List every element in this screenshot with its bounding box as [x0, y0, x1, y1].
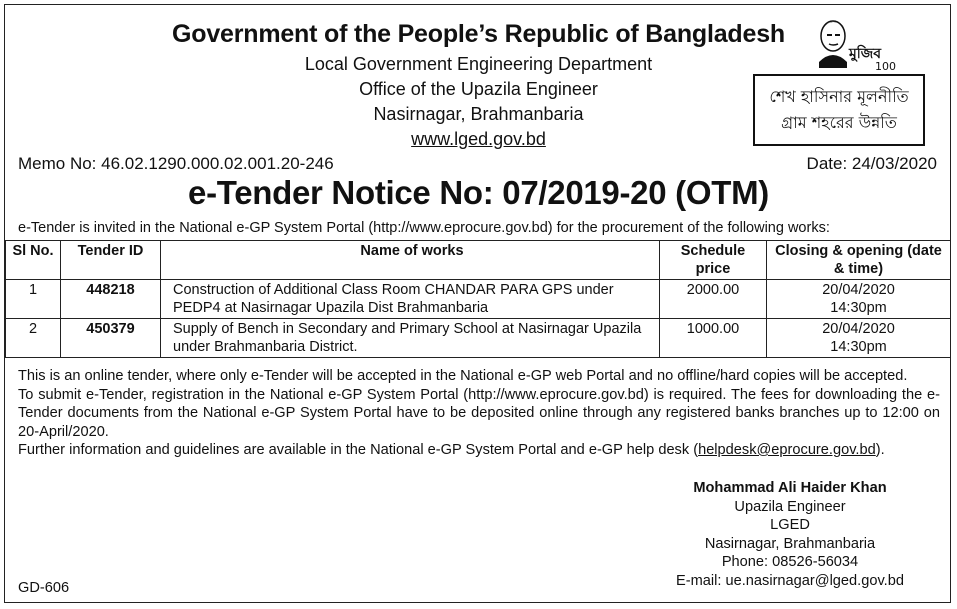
signatory-org: LGED [770, 517, 810, 533]
notice-title: e-Tender Notice No: 07/2019-20 (OTM) [188, 174, 769, 211]
row-closing [767, 319, 951, 358]
footer-code: GD-606 [18, 580, 70, 596]
header-closing: Closing & opening (date & time) [767, 241, 951, 280]
tender-table [5, 240, 951, 358]
signatory-name: Mohammad Ali Haider Khan [693, 480, 887, 496]
terms-paragraph-3-end: ). [875, 442, 885, 458]
row-tender-id: 448218 [61, 280, 161, 319]
office-location: Nasirnagar, Brahmanbaria [373, 104, 584, 124]
signatory-location: Nasirnagar, Brahmanbaria [704, 535, 876, 552]
government-title: Government of the People’s Republic of Bangladesh [172, 20, 785, 48]
row-closing [767, 280, 951, 319]
helpdesk-email-link[interactable]: helpdesk@eprocure.gov.bd [698, 442, 876, 458]
signatory-title: Upazila Engineer [734, 498, 846, 515]
row-price: 2000.00 [660, 280, 767, 319]
slogan-line-1: শেখ হাসিনার মূলনীতি [769, 87, 909, 106]
terms-paragraph-2: To submit e-Tender, registration in the National e-GP System Portal (http://www.eprocure.gov.bd) is required. The fees for downloading the e-Tender documents from the National e-GP System Portal have to be deposited online through any registered banks branches up to 12:00 on 20-April/2020. [18, 386, 940, 440]
row-price: 1000.00 [660, 319, 767, 358]
row-closing-time: 14:30pm [830, 300, 887, 316]
header-name: Name of works [161, 241, 660, 280]
row-closing-date: 20/04/2020 [822, 282, 895, 298]
signatory-phone: Phone: 08526-56034 [721, 554, 859, 570]
department-name: Local Government Engineering Department [304, 54, 653, 74]
table-row [6, 280, 951, 319]
signatory-email: E-mail: ue.nasirnagar@lged.gov.bd [676, 572, 904, 589]
notice-date: Date: 24/03/2020 [806, 154, 937, 173]
row-tender-id: 450379 [61, 319, 161, 358]
slogan-box [753, 74, 925, 146]
table-header-row [6, 241, 951, 280]
svg-text:100: 100 [875, 60, 896, 73]
signature-block [640, 479, 940, 590]
row-work-name: Supply of Bench in Secondary and Primary School at Nasirnagar Upazila under Brahmanbaria District. [161, 319, 660, 358]
header-tender-id: Tender ID [61, 241, 161, 280]
slogan-line-2: গ্রাম শহরের উন্নতি [781, 113, 897, 132]
terms-paragraph-1: This is an online tender, where only e-Tender will be accepted in the National e-GP web Portal and no offline/hard copies will be accepted. [18, 368, 908, 384]
terms-paragraph-3-text: Further information and guidelines are available in the National e-GP System Portal and e-GP help desk ( [18, 442, 699, 458]
mujib-100-logo [813, 12, 905, 74]
row-sl: 1 [6, 280, 61, 319]
row-closing-time: 14:30pm [830, 339, 887, 355]
row-closing-date: 20/04/2020 [822, 321, 895, 337]
table-row [6, 319, 951, 358]
office-name: Office of the Upazila Engineer [359, 79, 598, 99]
website-link[interactable]: www.lged.gov.bd [411, 129, 546, 149]
terms-paragraph-3 [18, 441, 940, 460]
header-price: Schedule price [660, 241, 767, 280]
svg-text:মুজিব: মুজিব [849, 46, 882, 62]
terms-block [18, 367, 940, 460]
intro-text: e-Tender is invited in the National e-GP System Portal (http://www.eprocure.gov.bd) for the procurement of the following works: [18, 220, 830, 236]
header-sl: Sl No. [6, 241, 61, 280]
memo-number: Memo No: 46.02.1290.000.02.001.20-246 [18, 154, 334, 173]
row-work-name: Construction of Additional Class Room CHANDAR PARA GPS under PEDP4 at Nasirnagar Upazila Dist Brahmanbaria [161, 280, 660, 319]
row-sl: 2 [6, 319, 61, 358]
